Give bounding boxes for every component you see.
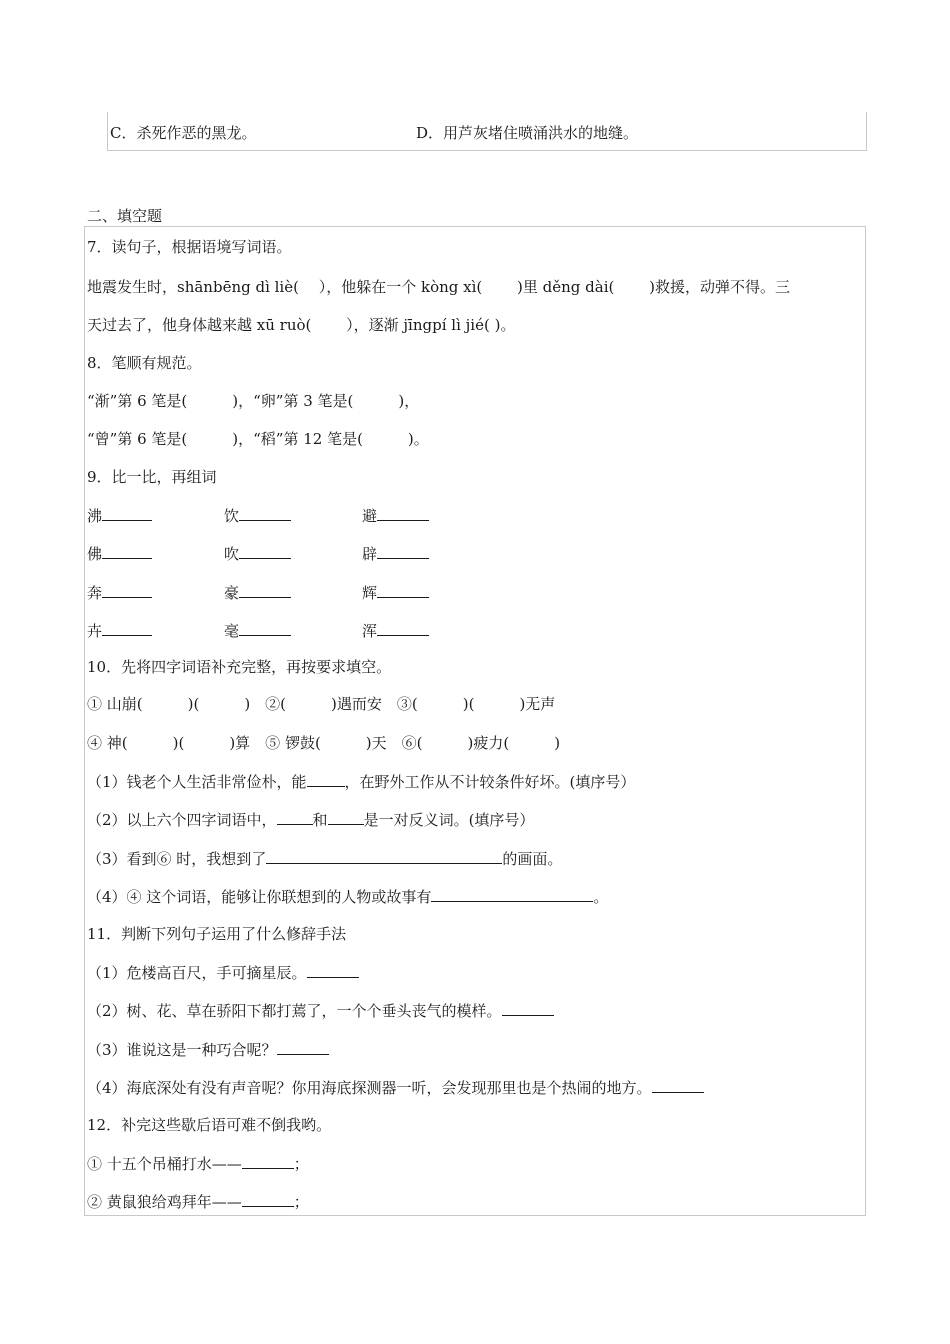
q9-cell: 豪 (224, 582, 291, 603)
option-d: D．用芦灰堵住喷涌洪水的地缝。 (416, 124, 639, 142)
q10-sub2: （2）以上六个四字词语中， 和 是一对反义词。(填序号） (87, 811, 535, 829)
q12-item: ① 十五个吊桶打水—— ； (87, 1155, 309, 1173)
q9-cell: 卉 (87, 620, 152, 641)
q12-stem: 12．补完这些歇后语可难不倒我哟。 (87, 1116, 332, 1134)
q7-stem: 7．读句子，根据语境写词语。 (87, 238, 292, 256)
q10-line2: ④ 神( )( )算 ⑤ 锣鼓( )天 ⑥( )疲力( ) (87, 734, 561, 752)
q11-item: （3）谁说这是一种巧合呢？ (87, 1039, 329, 1060)
q9-cell: 浑 (362, 620, 429, 641)
q9-cell: 避 (362, 505, 429, 526)
q9-cell: 饮 (224, 505, 291, 526)
q9-stem: 9．比一比，再组词 (87, 468, 217, 486)
q11-item: （4）海底深处有没有声音呢？你用海底探测器一听，会发现那里也是个热闹的地方。 (87, 1077, 704, 1098)
option-c: C．杀死作恶的黑龙。 (110, 124, 257, 142)
q11-item: （1）危楼高百尺，手可摘星辰。 (87, 962, 359, 983)
q7-line2: 天过去了，他身体越来越 xū ruò( ），逐渐 jīngpí lì jié( )。 (87, 316, 516, 334)
q10-sub3: （3）看到⑥ 时，我想到了 的画面。 (87, 850, 563, 868)
q10-sub4: （4）④ 这个词语，能够让你联想到的人物或故事有 。 (87, 888, 609, 906)
q9-cell: 佛 (87, 543, 152, 564)
q9-cell: 沸 (87, 505, 152, 526)
q9-cell: 奔 (87, 582, 152, 603)
q9-cell: 辉 (362, 582, 429, 603)
q9-cell: 毫 (224, 620, 291, 641)
q10-stem: 10．先将四字词语补充完整，再按要求填空。 (87, 658, 392, 676)
q11-item: （2）树、花、草在骄阳下都打蔫了，一个个垂头丧气的模样。 (87, 1000, 554, 1021)
q9-cell: 吹 (224, 543, 291, 564)
q12-item: ② 黄鼠狼给鸡拜年—— ； (87, 1193, 309, 1211)
section-title: 二、填空题 (87, 207, 163, 225)
q8-stem: 8．笔顺有规范。 (87, 354, 202, 372)
q10-sub1: （1）钱老个人生活非常俭朴，能 ，在野外工作从不计较条件好坏。(填序号） (87, 773, 636, 791)
q8-line1: “渐”第 6 笔是( )，“卵”第 3 笔是( )， (87, 392, 420, 410)
q10-line1: ① 山崩( )( ) ②( )遇而安 ③( )( )无声 (87, 695, 556, 713)
q9-cell: 辟 (362, 543, 429, 564)
q11-stem: 11．判断下列句子运用了什么修辞手法 (87, 925, 347, 943)
q8-line2: “曾”第 6 笔是( )，“稻”第 12 笔是( )。 (87, 430, 429, 448)
question-box (84, 226, 866, 1216)
options-box (107, 112, 867, 151)
q7-line1: 地震发生时，shānbēng dì liè( ），他躲在一个 kòng xì( )里 děng dài( )救援，动弹不得。三 (87, 278, 790, 296)
